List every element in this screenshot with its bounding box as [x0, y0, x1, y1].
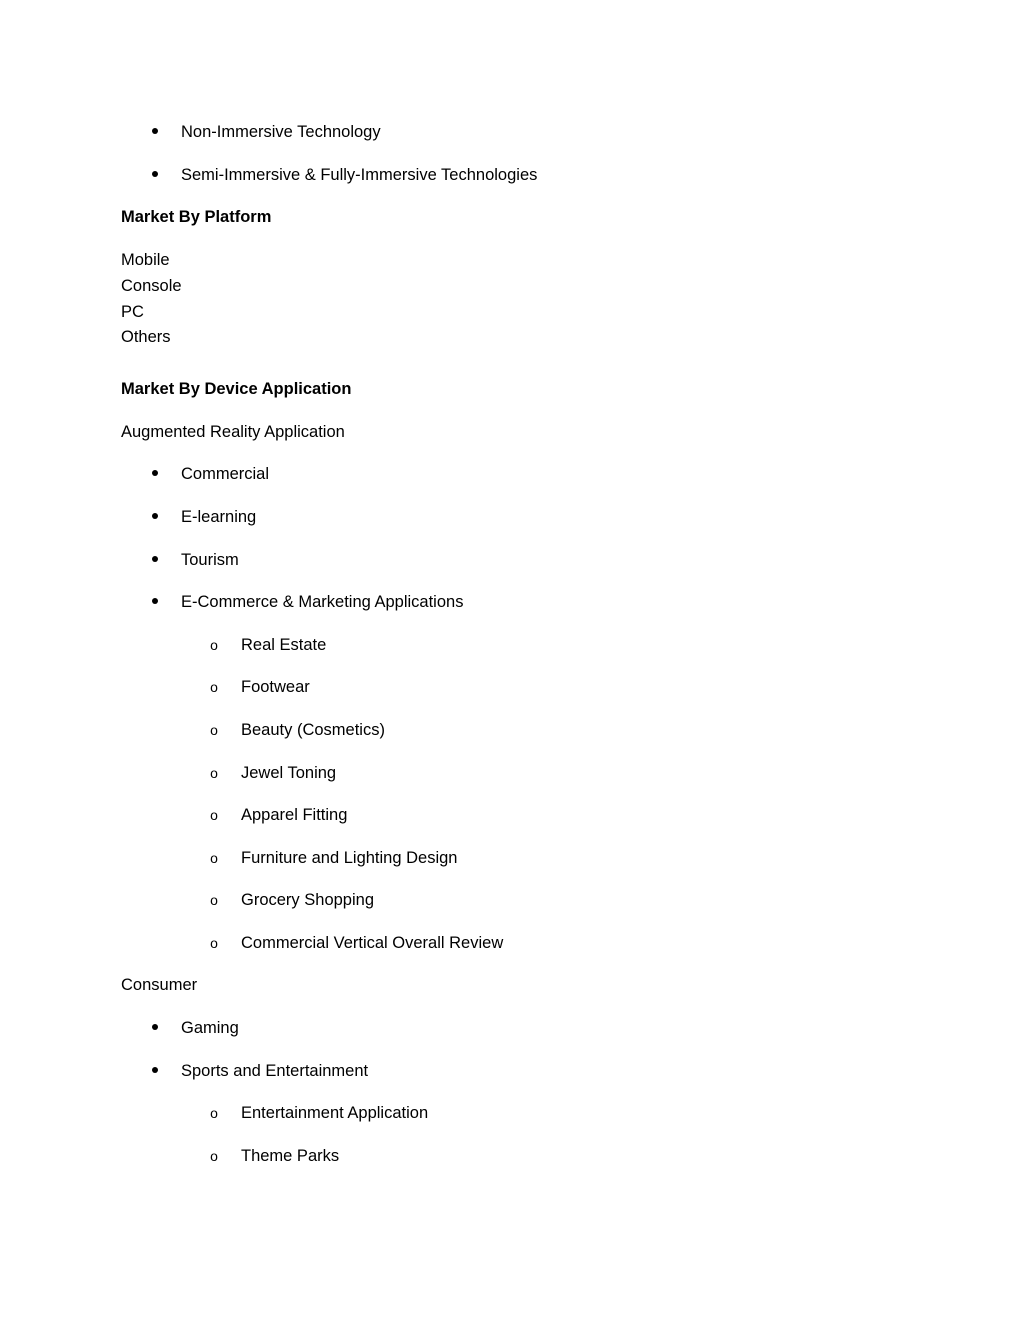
circle-marker: o: [210, 935, 218, 951]
circle-marker: o: [210, 1105, 218, 1121]
heading-text: Market By Device Application: [121, 380, 352, 398]
bullet-marker: [150, 506, 160, 528]
bullet-marker: [150, 1060, 160, 1082]
list-item-text: Tourism: [181, 551, 239, 569]
heading-text: Market By Platform: [121, 208, 272, 226]
bullet-marker: [150, 1017, 160, 1039]
circle-marker: o: [210, 1148, 218, 1164]
list-item-text: E-Commerce & Marketing Applications: [181, 593, 464, 611]
bullet-marker: [150, 549, 160, 571]
bullet-marker: [150, 121, 160, 143]
circle-marker: o: [210, 807, 218, 823]
platform-text: Others: [121, 328, 171, 346]
list-item-text: Sports and Entertainment: [181, 1062, 369, 1080]
circle-marker: o: [210, 892, 218, 908]
sub-list-item-text: Theme Parks: [241, 1147, 340, 1165]
section-label-text: Augmented Reality Application: [121, 423, 345, 441]
circle-marker: o: [210, 850, 218, 866]
bullet-marker: [150, 164, 160, 186]
platform-text: Mobile: [121, 251, 170, 269]
sub-list-item-text: Real Estate: [241, 636, 327, 654]
circle-marker: o: [210, 637, 218, 653]
bullet-marker: [150, 591, 160, 613]
sub-list-item-text: Commercial Vertical Overall Review: [241, 934, 504, 952]
list-item-text: Non-Immersive Technology: [181, 123, 381, 141]
platform-text: Console: [121, 277, 182, 295]
circle-marker: o: [210, 679, 218, 695]
sub-list-item-text: Jewel Toning: [241, 764, 337, 782]
list-item-text: E-learning: [181, 508, 257, 526]
sub-list-item-text: Grocery Shopping: [241, 891, 374, 909]
sub-list-item-text: Furniture and Lighting Design: [241, 849, 458, 867]
bullet-marker: [150, 463, 160, 485]
circle-marker: o: [210, 722, 218, 738]
list-item-text: Gaming: [181, 1019, 239, 1037]
platform-text: PC: [121, 303, 144, 321]
sub-list-item-text: Footwear: [241, 678, 310, 696]
list-item-text: Commercial: [181, 465, 270, 483]
sub-list-item-text: Apparel Fitting: [241, 806, 348, 824]
list-item-text: Semi-Immersive & Fully-Immersive Technologies: [181, 166, 538, 184]
section-label-text: Consumer: [121, 976, 198, 994]
sub-list-item-text: Beauty (Cosmetics): [241, 721, 385, 739]
sub-list-item-text: Entertainment Application: [241, 1104, 429, 1122]
circle-marker: o: [210, 765, 218, 781]
